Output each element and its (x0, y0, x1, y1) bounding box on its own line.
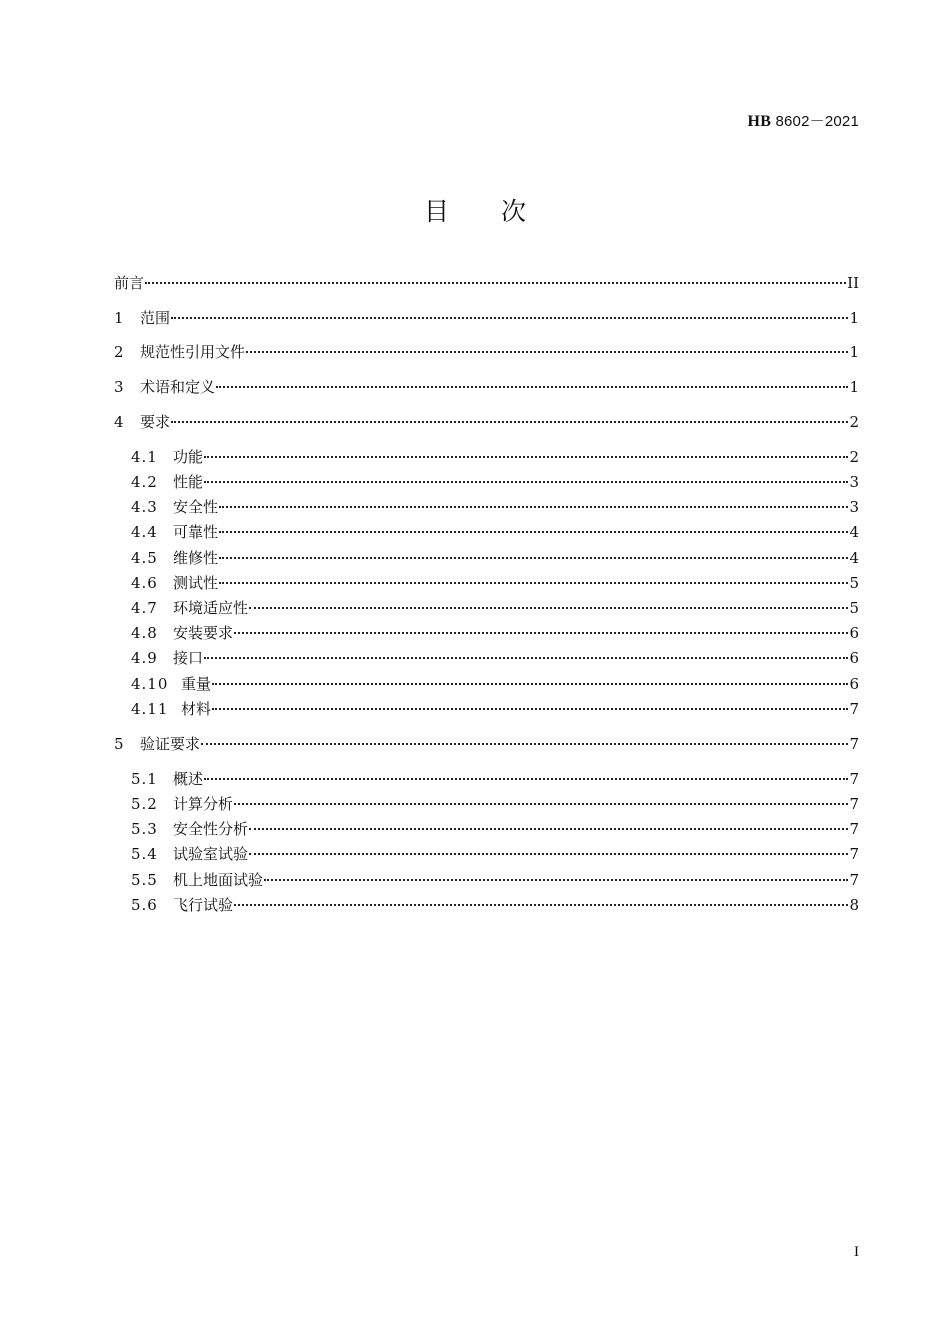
toc-entry-number: 4 (114, 413, 124, 431)
dot-leader (145, 282, 846, 284)
toc-entry-foreword[interactable] (114, 272, 859, 294)
dot-leader (212, 683, 848, 685)
toc-entry-number: 4.3 (131, 498, 158, 516)
toc-entry-4-10[interactable] (131, 673, 859, 695)
dot-leader (171, 421, 848, 423)
toc-entry-page: 1 (849, 378, 859, 396)
toc-entry-5-5[interactable] (131, 869, 859, 891)
toc-entry-page: 7 (849, 845, 859, 863)
toc-entry-title: 安全性分析 (173, 820, 249, 838)
dot-leader (216, 386, 848, 388)
toc-entry-4-7[interactable] (131, 597, 859, 619)
dot-leader (204, 657, 848, 659)
toc-entry-5-1[interactable] (131, 768, 859, 790)
toc-entry-5-3[interactable] (131, 818, 859, 840)
toc-entry-page: 4 (849, 549, 859, 567)
toc-entry-4-8[interactable] (131, 622, 859, 644)
dot-leader (204, 778, 848, 780)
dot-leader (201, 743, 848, 745)
toc-entry-page: 6 (849, 675, 859, 693)
toc-entry-page: 5 (849, 599, 859, 617)
toc-entry-page: 7 (849, 820, 859, 838)
toc-entry-4-5[interactable] (131, 547, 859, 569)
document-code-prefix: HB (747, 113, 772, 130)
toc-entry-number: 4.11 (131, 700, 169, 718)
toc-entry-title: 试验室试验 (173, 845, 249, 863)
page-title-char-1: 目 (423, 197, 449, 226)
toc-entry-title: 前言 (114, 274, 145, 292)
toc-entry-5-6[interactable] (131, 894, 859, 916)
toc-entry-title: 计算分析 (173, 795, 234, 813)
toc-entry-number: 5.2 (131, 795, 158, 813)
toc-entry-page: 3 (849, 498, 859, 516)
toc-entry-number: 4.1 (131, 448, 158, 466)
toc-entry-2[interactable] (114, 341, 859, 363)
toc-entry-4-1[interactable] (131, 446, 859, 468)
toc-entry-number: 2 (114, 343, 124, 361)
toc-entry-title: 安装要求 (173, 624, 234, 642)
toc-entry-page: 1 (849, 343, 859, 361)
dot-leader (219, 506, 848, 508)
toc-entry-number: 4.9 (131, 649, 158, 667)
toc-entry-title: 范围 (140, 309, 171, 327)
toc-entry-number: 5.5 (131, 871, 158, 889)
toc-entry-number: 5.6 (131, 896, 158, 914)
toc-entry-number: 4.6 (131, 574, 158, 592)
dot-leader (249, 607, 848, 609)
dot-leader (204, 456, 848, 458)
toc-entry-page: 4 (849, 523, 859, 541)
dot-leader (234, 803, 848, 805)
toc-entry-title: 功能 (173, 448, 204, 466)
toc-entry-number: 5.3 (131, 820, 158, 838)
toc-entry-page: 6 (849, 649, 859, 667)
toc-entry-title: 规范性引用文件 (140, 343, 246, 361)
toc-entry-page: 7 (849, 735, 859, 753)
toc-entry-page: 7 (849, 871, 859, 889)
toc-entry-page: 2 (849, 413, 859, 431)
toc-entry-number: 5.4 (131, 845, 158, 863)
toc-entry-number: 4.7 (131, 599, 158, 617)
toc-entry-4-11[interactable] (131, 698, 859, 720)
toc-entry-page: 3 (849, 473, 859, 491)
toc-entry-page: II (847, 274, 859, 292)
toc-entry-title: 要求 (140, 413, 171, 431)
toc-entry-title: 测试性 (173, 574, 219, 592)
toc-entry-4-4[interactable] (131, 521, 859, 543)
toc-entry-title: 重量 (181, 675, 212, 693)
toc-entry-number: 4.10 (131, 675, 169, 693)
toc-entry-page: 5 (849, 574, 859, 592)
toc-entry-page: 7 (849, 795, 859, 813)
toc-entry-number: 4.8 (131, 624, 158, 642)
toc-entry-4-3[interactable] (131, 496, 859, 518)
toc-entry-5[interactable] (114, 733, 859, 755)
toc-entry-number: 4.2 (131, 473, 158, 491)
toc-entry-page: 7 (849, 770, 859, 788)
toc-entry-title: 性能 (173, 473, 204, 491)
toc-entry-number: 5.1 (131, 770, 158, 788)
toc-entry-title: 验证要求 (140, 735, 201, 753)
toc-entry-1[interactable] (114, 307, 859, 329)
document-code-number: 8602－2021 (775, 113, 859, 130)
toc-entry-title: 维修性 (173, 549, 219, 567)
toc-entry-5-2[interactable] (131, 793, 859, 815)
toc-entry-title: 机上地面试验 (173, 871, 264, 889)
page-title-char-2: 次 (501, 197, 527, 226)
toc-entry-title: 材料 (181, 700, 212, 718)
toc-entry-title: 术语和定义 (140, 378, 216, 396)
toc-entry-4-6[interactable] (131, 572, 859, 594)
dot-leader (246, 351, 848, 353)
dot-leader (264, 879, 848, 881)
dot-leader (219, 582, 848, 584)
dot-leader (212, 708, 848, 710)
toc-entry-number: 4.4 (131, 523, 158, 541)
toc-entry-page: 8 (849, 896, 859, 914)
toc-entry-number: 5 (114, 735, 124, 753)
page-number: I (854, 1244, 859, 1260)
toc-entry-number: 4.5 (131, 549, 158, 567)
dot-leader (249, 828, 848, 830)
toc-entry-page: 7 (849, 700, 859, 718)
toc-entry-5-4[interactable] (131, 843, 859, 865)
toc-entry-title: 可靠性 (173, 523, 219, 541)
toc-entry-number: 3 (114, 378, 124, 396)
dot-leader (204, 481, 848, 483)
toc-entry-page: 2 (849, 448, 859, 466)
dot-leader (234, 632, 848, 634)
toc-entry-4[interactable] (114, 411, 859, 433)
toc-entry-title: 安全性 (173, 498, 219, 516)
dot-leader (249, 853, 848, 855)
toc-entry-3[interactable] (114, 376, 859, 398)
toc-entry-title: 环境适应性 (173, 599, 249, 617)
dot-leader (171, 317, 848, 319)
toc-entry-4-9[interactable] (131, 647, 859, 669)
toc-entry-title: 飞行试验 (173, 896, 234, 914)
toc-entry-title: 接口 (173, 649, 204, 667)
toc-entry-4-2[interactable] (131, 471, 859, 493)
toc-entry-page: 1 (849, 309, 859, 327)
dot-leader (219, 557, 848, 559)
toc-entry-number: 1 (114, 309, 124, 327)
dot-leader (234, 904, 848, 906)
toc-entry-page: 6 (849, 624, 859, 642)
toc-entry-title: 概述 (173, 770, 204, 788)
dot-leader (219, 531, 848, 533)
